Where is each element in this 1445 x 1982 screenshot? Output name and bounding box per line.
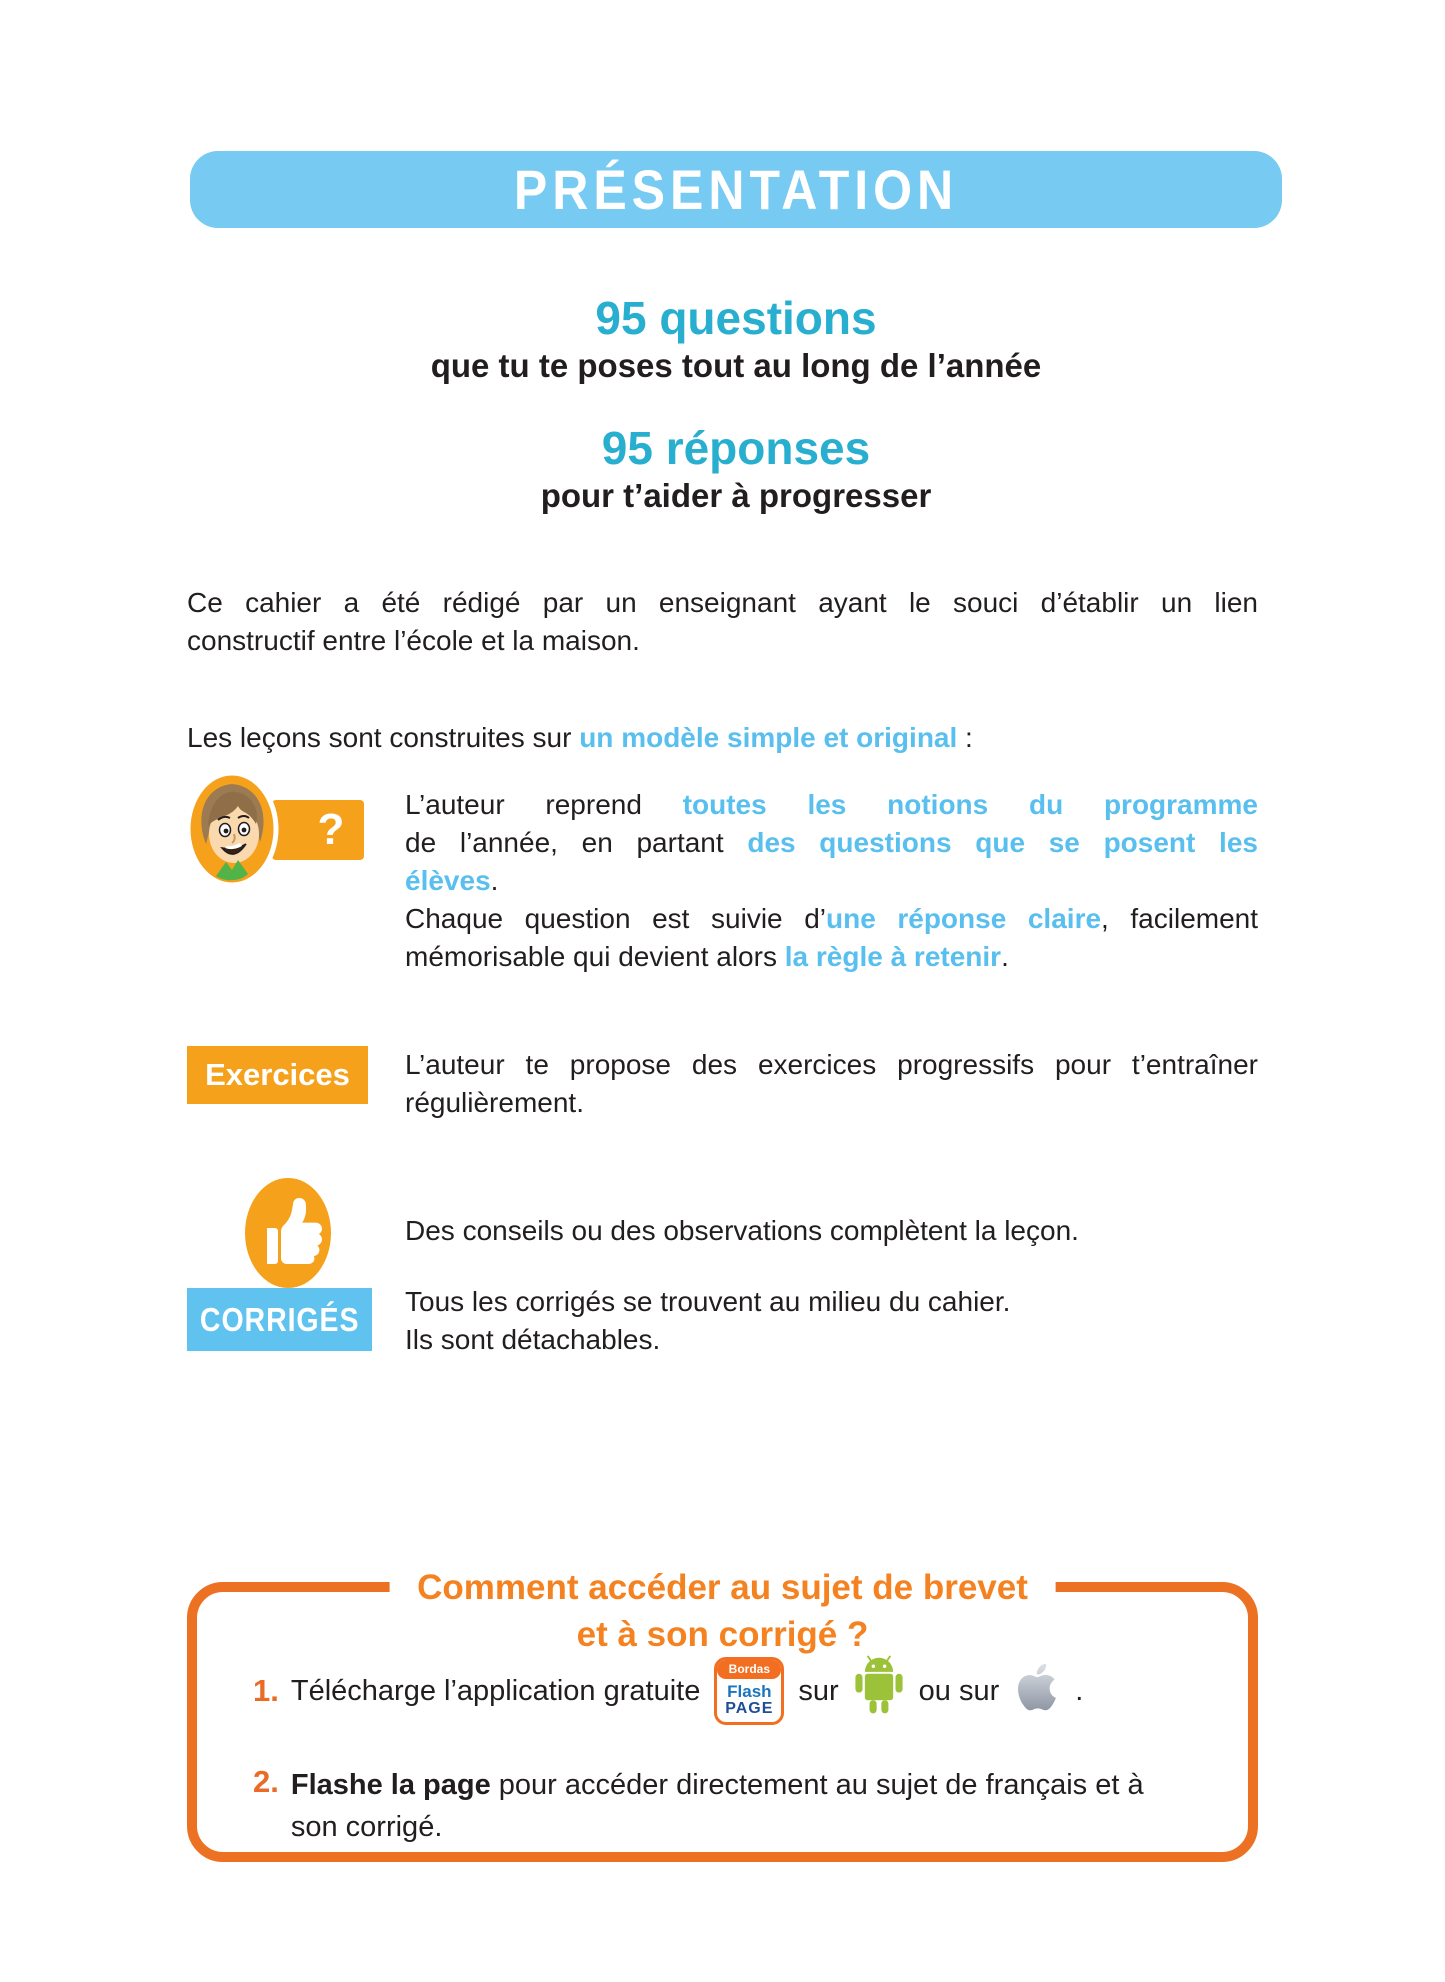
feature-corriges-line-2: Ils sont détachables. bbox=[405, 1324, 661, 1355]
question-mark-badge bbox=[272, 800, 364, 860]
flashpage-logo bbox=[714, 1657, 784, 1725]
step-2-rest: pour accéder directement au sujet de français et à bbox=[490, 1769, 1144, 1801]
feature-exercices-line-1: L’auteur te propose des exercices progressifs pour t’entraîner bbox=[405, 1049, 1258, 1080]
intro-line-2: constructif entre l’école et la maison. bbox=[187, 625, 640, 656]
corriges-badge bbox=[187, 1288, 372, 1351]
model-prefix: Les leçons sont construites sur bbox=[187, 722, 580, 753]
corriges-badge-label: CORRIGÉS bbox=[199, 1300, 360, 1338]
access-box-title-line-1: Comment accéder au sujet de brevet bbox=[417, 1568, 1028, 1607]
step-1-text: Télécharge l’application gratuite bbox=[290, 1674, 701, 1707]
step-2-number: 2. bbox=[253, 1764, 279, 1799]
text-segment: de l’année, en partant bbox=[405, 827, 748, 858]
apple-icon bbox=[1009, 1656, 1065, 1726]
answers-subheading: pour t’aider à progresser bbox=[540, 477, 932, 514]
text-segment: Chaque question est suivie d’ bbox=[405, 903, 826, 934]
highlighted-segment: toutes les notions du programme bbox=[682, 789, 1258, 820]
intro-line-1: Ce cahier a été rédigé par un enseignant ayant le souci d’établir un lien bbox=[187, 587, 1258, 618]
question-mark-glyph: ? bbox=[317, 805, 345, 854]
highlighted-segment: une réponse claire bbox=[826, 903, 1102, 934]
step-1-number: 1. bbox=[253, 1673, 279, 1708]
flashpage-logo-brand: Bordas bbox=[717, 1660, 781, 1679]
feature-corriges-line-1: Tous les corrigés se trouvent au milieu du cahier. bbox=[405, 1286, 1011, 1317]
questions-subheading: que tu te poses tout au long de l’année bbox=[430, 347, 1042, 384]
step-2-line-2: son corrigé. bbox=[290, 1811, 443, 1843]
flashpage-logo-page: PAGE bbox=[725, 1700, 774, 1717]
feature-question-line-2 bbox=[405, 824, 1258, 862]
android-icon bbox=[849, 1654, 909, 1728]
highlighted-segment: des questions que se posent les bbox=[747, 827, 1258, 858]
brevet-access-box bbox=[187, 1568, 1258, 1862]
intro-paragraph bbox=[187, 584, 1258, 660]
access-box-title bbox=[389, 1564, 1056, 1658]
step-1 bbox=[253, 1654, 1083, 1728]
questions-heading: 95 questions bbox=[595, 292, 877, 344]
exercices-badge-label: Exercices bbox=[205, 1057, 350, 1092]
highlighted-segment: la règle à retenir bbox=[784, 941, 1002, 972]
text-segment: . bbox=[1001, 941, 1009, 972]
model-sentence bbox=[187, 719, 1258, 757]
text-segment: mémorisable qui devient alors bbox=[405, 941, 785, 972]
exercices-badge bbox=[187, 1046, 368, 1104]
feature-corriges-text bbox=[405, 1283, 1258, 1359]
feature-exercices-line-2: régulièrement. bbox=[405, 1087, 584, 1118]
step-2 bbox=[253, 1764, 1144, 1848]
step-1-period: . bbox=[1075, 1674, 1084, 1707]
access-box-title-line-2: et à son corrigé ? bbox=[576, 1615, 869, 1654]
step-2-bold: Flashe la page bbox=[290, 1769, 491, 1801]
page-title: PRÉSENTATION bbox=[513, 158, 959, 221]
answers-heading: 95 réponses bbox=[601, 422, 871, 474]
thumbs-up-icon bbox=[243, 1176, 333, 1295]
step-2-text bbox=[291, 1764, 1144, 1848]
pupil-avatar-icon bbox=[184, 768, 280, 895]
text-segment: L’auteur reprend bbox=[405, 789, 683, 820]
feature-question-line-4 bbox=[405, 900, 1258, 938]
step-1-text-ou-sur: ou sur bbox=[918, 1674, 1000, 1707]
feature-question-line-5 bbox=[405, 938, 1258, 976]
highlighted-segment: élèves bbox=[405, 865, 491, 896]
feature-question-line-1 bbox=[405, 786, 1258, 824]
flashpage-logo-flash: Flash bbox=[727, 1682, 772, 1701]
text-segment: . bbox=[490, 865, 499, 896]
feature-conseils-text: Des conseils ou des observations complètent la leçon. bbox=[405, 1215, 1079, 1246]
model-suffix: : bbox=[957, 722, 973, 753]
step-2-line-1 bbox=[291, 1764, 1144, 1806]
feature-question-text bbox=[405, 786, 1258, 976]
feature-exercices-text bbox=[405, 1046, 1258, 1122]
page-title-banner bbox=[190, 151, 1282, 228]
model-highlight: un modèle simple et original bbox=[579, 722, 958, 753]
feature-question-line-3 bbox=[405, 862, 1258, 900]
text-segment: , facilement bbox=[1101, 903, 1259, 934]
step-1-text-sur: sur bbox=[798, 1674, 839, 1707]
